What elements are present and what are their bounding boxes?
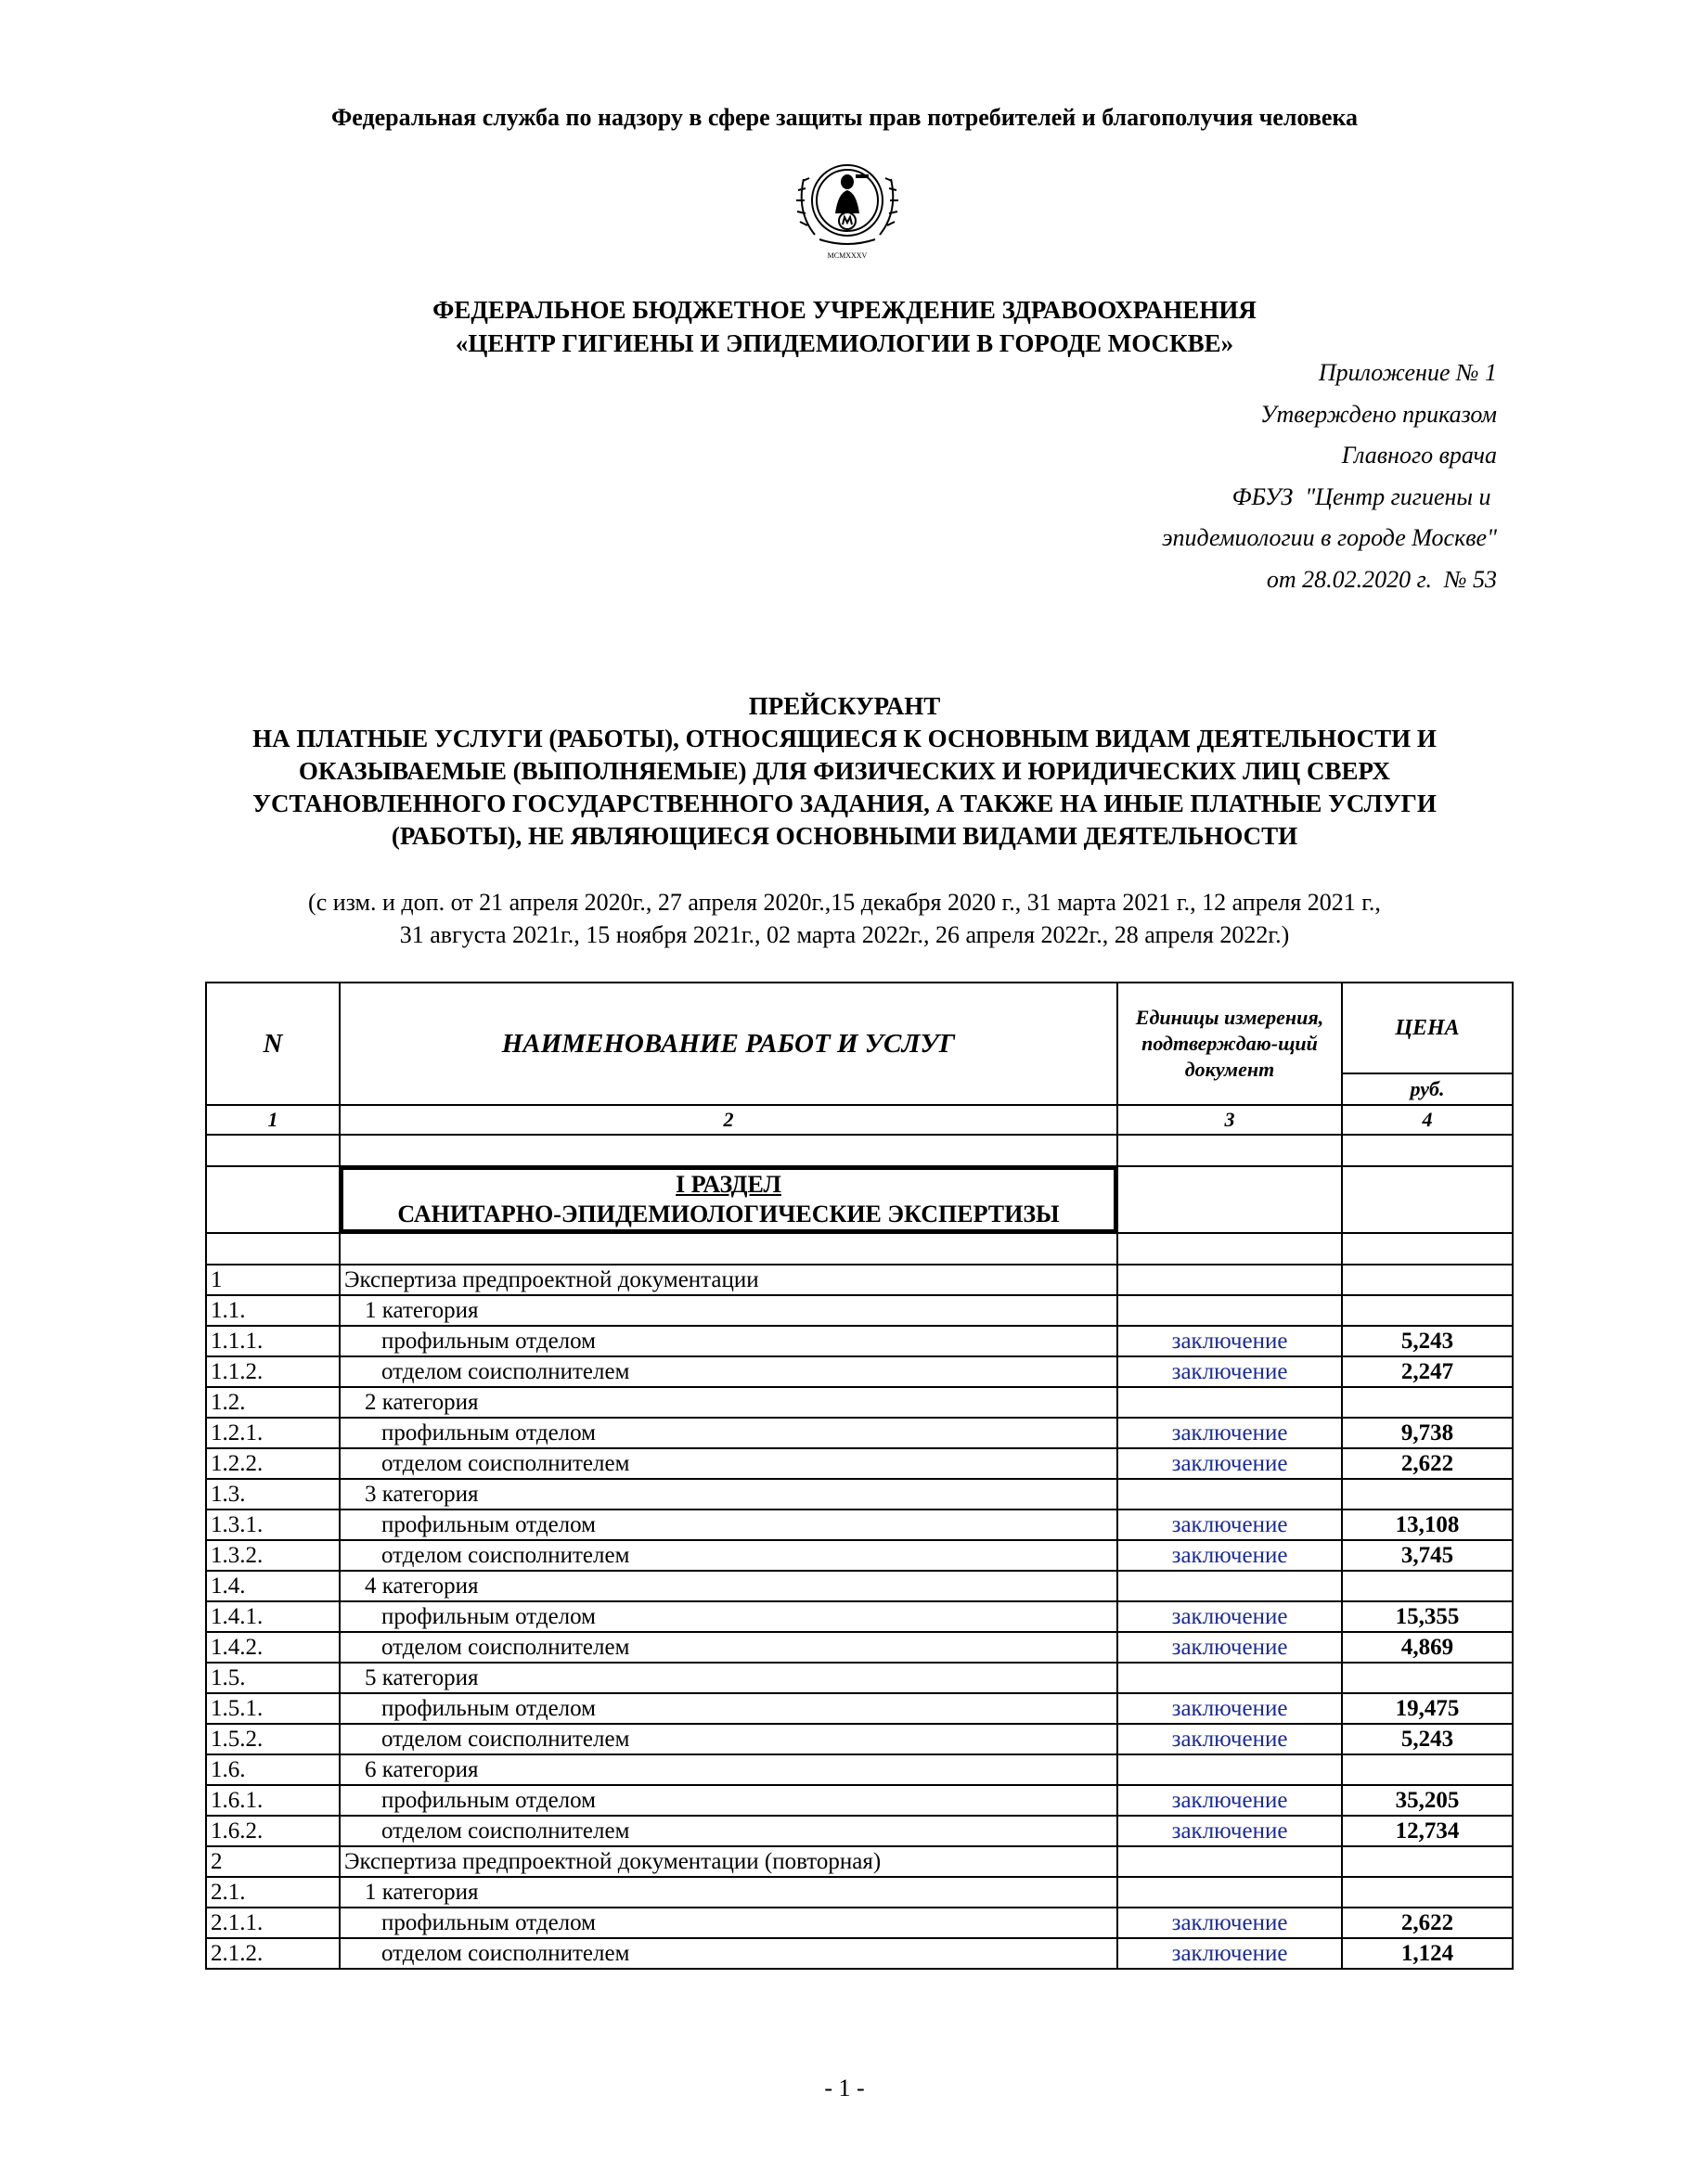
row-name: профильным отделом xyxy=(340,1326,1117,1356)
table-row xyxy=(206,1387,1513,1418)
organization-line-1: ФЕДЕРАЛЬНОЕ БЮДЖЕТНОЕ УЧРЕЖДЕНИЕ ЗДРАВООХРАНЕНИЯ xyxy=(432,296,1257,324)
table-row xyxy=(206,1326,1513,1356)
blank-cell xyxy=(1117,1166,1342,1233)
table-row xyxy=(206,1908,1513,1938)
row-number: 1.1.1. xyxy=(206,1326,340,1356)
row-price xyxy=(1342,1387,1513,1418)
row-price: 2,622 xyxy=(1342,1448,1513,1479)
title-line: УСТАНОВЛЕННОГО ГОСУДАРСТВЕННОГО ЗАДАНИЯ, А ТАКЖЕ НА ИНЫЕ ПЛАТНЫЕ УСЛУГИ xyxy=(252,790,1437,817)
blank-cell xyxy=(1342,1233,1513,1265)
table-row xyxy=(206,1816,1513,1846)
approval-line: Главного врача xyxy=(1341,442,1497,469)
table-row xyxy=(206,1418,1513,1448)
blank-cell xyxy=(340,1135,1117,1166)
approval-line: ФБУЗ "Центр гигиены и xyxy=(1231,482,1497,510)
row-price: 5,243 xyxy=(1342,1724,1513,1754)
agency-name: Федеральная служба по надзору в сфере защиты прав потребителей и благополучия человека xyxy=(330,104,1359,131)
row-name: отделом соисполнителем xyxy=(340,1356,1117,1387)
row-number: 1.1. xyxy=(206,1295,340,1326)
blank-cell xyxy=(1342,1166,1513,1233)
row-unit: заключение xyxy=(1117,1693,1342,1724)
row-name: 1 категория xyxy=(340,1295,1117,1326)
row-number: 1.5.2. xyxy=(206,1724,340,1754)
row-unit: заключение xyxy=(1117,1724,1342,1754)
row-name: профильным отделом xyxy=(340,1908,1117,1938)
table-row xyxy=(206,1295,1513,1326)
row-price: 15,355 xyxy=(1342,1601,1513,1632)
row-number: 1.3.2. xyxy=(206,1540,340,1571)
row-number: 1.6. xyxy=(206,1754,340,1785)
header-unit: Единицы измерения, подтверждаю-щий документ xyxy=(1117,983,1342,1105)
row-number: 1 xyxy=(206,1265,340,1295)
row-name: отделом соисполнителем xyxy=(340,1448,1117,1479)
header-name: НАИМЕНОВАНИЕ РАБОТ И УСЛУГ xyxy=(340,983,1117,1105)
row-price xyxy=(1342,1295,1513,1326)
title-line: (РАБОТЫ), НЕ ЯВЛЯЮЩИЕСЯ ОСНОВНЫМИ ВИДАМИ ДЕЯТЕЛЬНОСТИ xyxy=(391,822,1298,850)
page-number: - 1 - xyxy=(824,2075,865,2101)
title-line: ПРЕЙСКУРАНТ xyxy=(748,692,941,720)
row-number: 1.1.2. xyxy=(206,1356,340,1387)
blank-cell xyxy=(340,1233,1117,1265)
row-price: 35,205 xyxy=(1342,1785,1513,1816)
row-price: 19,475 xyxy=(1342,1693,1513,1724)
blank-cell xyxy=(206,1135,340,1166)
row-name: 6 категория xyxy=(340,1754,1117,1785)
row-name: профильным отделом xyxy=(340,1785,1117,1816)
table-row xyxy=(206,1632,1513,1663)
row-name: профильным отделом xyxy=(340,1418,1117,1448)
row-unit: заключение xyxy=(1117,1785,1342,1816)
header-currency: руб. xyxy=(1342,1073,1513,1105)
blank-row xyxy=(206,1233,1513,1265)
row-price xyxy=(1342,1479,1513,1510)
emblem-year-text: MCMXXXV xyxy=(827,251,868,260)
amendments-line: (с изм. и доп. от 21 апреля 2020г., 27 апреля 2020г.,15 декабря 2020 г., 31 марта 2021 г., 12 апреля 2021 г., xyxy=(308,889,1381,916)
row-number: 1.4.2. xyxy=(206,1632,340,1663)
title-line: ОКАЗЫВАЕМЫЕ (ВЫПОЛНЯЕМЫЕ) ДЛЯ ФИЗИЧЕСКИХ И ЮРИДИЧЕСКИХ ЛИЦ СВЕРХ xyxy=(298,757,1391,785)
row-price: 5,243 xyxy=(1342,1326,1513,1356)
table-row xyxy=(206,1754,1513,1785)
table-row xyxy=(206,1448,1513,1479)
row-name: профильным отделом xyxy=(340,1601,1117,1632)
column-number: 1 xyxy=(206,1105,340,1135)
table-row xyxy=(206,1877,1513,1908)
organization-line-2: «ЦЕНТР ГИГИЕНЫ И ЭПИДЕМИОЛОГИИ В ГОРОДЕ МОСКВЕ» xyxy=(455,329,1234,357)
row-price: 2,622 xyxy=(1342,1908,1513,1938)
column-number: 4 xyxy=(1342,1105,1513,1135)
row-price: 13,108 xyxy=(1342,1510,1513,1540)
blank-cell xyxy=(206,1233,340,1265)
approval-line: эпидемиологии в городе Москве" xyxy=(1162,524,1497,551)
row-price xyxy=(1342,1265,1513,1295)
row-name: профильным отделом xyxy=(340,1693,1117,1724)
table-row xyxy=(206,1724,1513,1754)
row-number: 1.3.1. xyxy=(206,1510,340,1540)
row-unit xyxy=(1117,1877,1342,1908)
approval-line: от 28.02.2020 г. № 53 xyxy=(1266,565,1497,593)
title-line: НА ПЛАТНЫЕ УСЛУГИ (РАБОТЫ), ОТНОСЯЩИЕСЯ К ОСНОВНЫМ ВИДАМ ДЕЯТЕЛЬНОСТИ И xyxy=(252,725,1437,752)
blank-cell xyxy=(1117,1233,1342,1265)
section-subtitle: САНИТАРНО-ЭПИДЕМИОЛОГИЧЕСКИЕ ЭКСПЕРТИЗЫ xyxy=(397,1201,1060,1227)
section-row xyxy=(206,1166,1513,1233)
row-unit xyxy=(1117,1387,1342,1418)
row-number: 1.6.2. xyxy=(206,1816,340,1846)
column-number: 2 xyxy=(340,1105,1117,1135)
blank-cell xyxy=(1342,1135,1513,1166)
row-number: 1.2. xyxy=(206,1387,340,1418)
table-row xyxy=(206,1571,1513,1601)
blank-cell xyxy=(206,1166,340,1233)
row-number: 2.1.2. xyxy=(206,1938,340,1969)
row-unit: заключение xyxy=(1117,1938,1342,1969)
row-name: 3 категория xyxy=(340,1479,1117,1510)
table-row xyxy=(206,1510,1513,1540)
section-cell xyxy=(340,1166,1117,1233)
row-unit: заключение xyxy=(1117,1632,1342,1663)
row-name: 2 категория xyxy=(340,1387,1117,1418)
table-row xyxy=(206,1540,1513,1571)
row-price xyxy=(1342,1754,1513,1785)
row-price xyxy=(1342,1663,1513,1693)
table-row xyxy=(206,1846,1513,1877)
row-number: 1.6.1. xyxy=(206,1785,340,1816)
approval-block xyxy=(1162,353,1497,600)
table-row xyxy=(206,1693,1513,1724)
row-unit: заключение xyxy=(1117,1601,1342,1632)
row-name: 4 категория xyxy=(340,1571,1117,1601)
row-unit xyxy=(1117,1479,1342,1510)
row-number: 1.4.1. xyxy=(206,1601,340,1632)
emblem-logo-icon xyxy=(787,147,908,267)
row-price xyxy=(1342,1877,1513,1908)
price-table xyxy=(205,982,1514,1970)
row-name: отделом соисполнителем xyxy=(340,1724,1117,1754)
organization-name xyxy=(0,293,1689,360)
blank-cell xyxy=(1117,1135,1342,1166)
row-unit: заключение xyxy=(1117,1510,1342,1540)
column-number-row xyxy=(206,1105,1513,1135)
row-number: 1.3. xyxy=(206,1479,340,1510)
row-name: отделом соисполнителем xyxy=(340,1816,1117,1846)
row-price: 4,869 xyxy=(1342,1632,1513,1663)
row-price: 1,124 xyxy=(1342,1938,1513,1969)
approval-line: Приложение № 1 xyxy=(1318,359,1497,386)
row-unit: заключение xyxy=(1117,1540,1342,1571)
header-number: N xyxy=(206,983,340,1105)
row-unit xyxy=(1117,1846,1342,1877)
row-price: 2,247 xyxy=(1342,1356,1513,1387)
row-unit: заключение xyxy=(1117,1908,1342,1938)
row-number: 1.4. xyxy=(206,1571,340,1601)
row-unit xyxy=(1117,1571,1342,1601)
row-price: 12,734 xyxy=(1342,1816,1513,1846)
header-price: ЦЕНА xyxy=(1342,983,1513,1073)
row-unit xyxy=(1117,1663,1342,1693)
section-title: I РАЗДЕЛ xyxy=(676,1171,781,1198)
row-number: 2 xyxy=(206,1846,340,1877)
table-row xyxy=(206,1938,1513,1969)
row-unit xyxy=(1117,1754,1342,1785)
row-name: Экспертиза предпроектной документации (повторная) xyxy=(340,1846,1117,1877)
table-row xyxy=(206,1601,1513,1632)
row-name: 1 категория xyxy=(340,1877,1117,1908)
row-name: отделом соисполнителем xyxy=(340,1632,1117,1663)
row-name: 5 категория xyxy=(340,1663,1117,1693)
row-name: отделом соисполнителем xyxy=(340,1938,1117,1969)
table-row xyxy=(206,1265,1513,1295)
row-number: 1.5.1. xyxy=(206,1693,340,1724)
row-unit: заключение xyxy=(1117,1816,1342,1846)
row-name: отделом соисполнителем xyxy=(340,1540,1117,1571)
row-unit xyxy=(1117,1295,1342,1326)
row-unit: заключение xyxy=(1117,1448,1342,1479)
table-row xyxy=(206,1663,1513,1693)
row-number: 2.1. xyxy=(206,1877,340,1908)
row-price: 3,745 xyxy=(1342,1540,1513,1571)
row-name: Экспертиза предпроектной документации xyxy=(340,1265,1117,1295)
approval-line: Утверждено приказом xyxy=(1260,400,1497,428)
row-price xyxy=(1342,1846,1513,1877)
row-price: 9,738 xyxy=(1342,1418,1513,1448)
row-unit: заключение xyxy=(1117,1418,1342,1448)
row-number: 1.2.1. xyxy=(206,1418,340,1448)
amendments-note xyxy=(0,886,1689,951)
blank-row xyxy=(206,1135,1513,1166)
amendments-line: 31 августа 2021г., 15 ноября 2021г., 02 марта 2022г., 26 апреля 2022г., 28 апреля 2022г.) xyxy=(399,921,1290,948)
row-unit: заключение xyxy=(1117,1326,1342,1356)
row-unit xyxy=(1117,1265,1342,1295)
table-row xyxy=(206,1785,1513,1816)
section-heading xyxy=(341,1167,1116,1232)
row-number: 1.5. xyxy=(206,1663,340,1693)
document-title xyxy=(0,690,1689,853)
row-number: 2.1.1. xyxy=(206,1908,340,1938)
table-row xyxy=(206,1479,1513,1510)
table-row xyxy=(206,1356,1513,1387)
row-number: 1.2.2. xyxy=(206,1448,340,1479)
row-unit: заключение xyxy=(1117,1356,1342,1387)
table-header-row xyxy=(206,983,1513,1073)
column-number: 3 xyxy=(1117,1105,1342,1135)
row-name: профильным отделом xyxy=(340,1510,1117,1540)
row-price xyxy=(1342,1571,1513,1601)
